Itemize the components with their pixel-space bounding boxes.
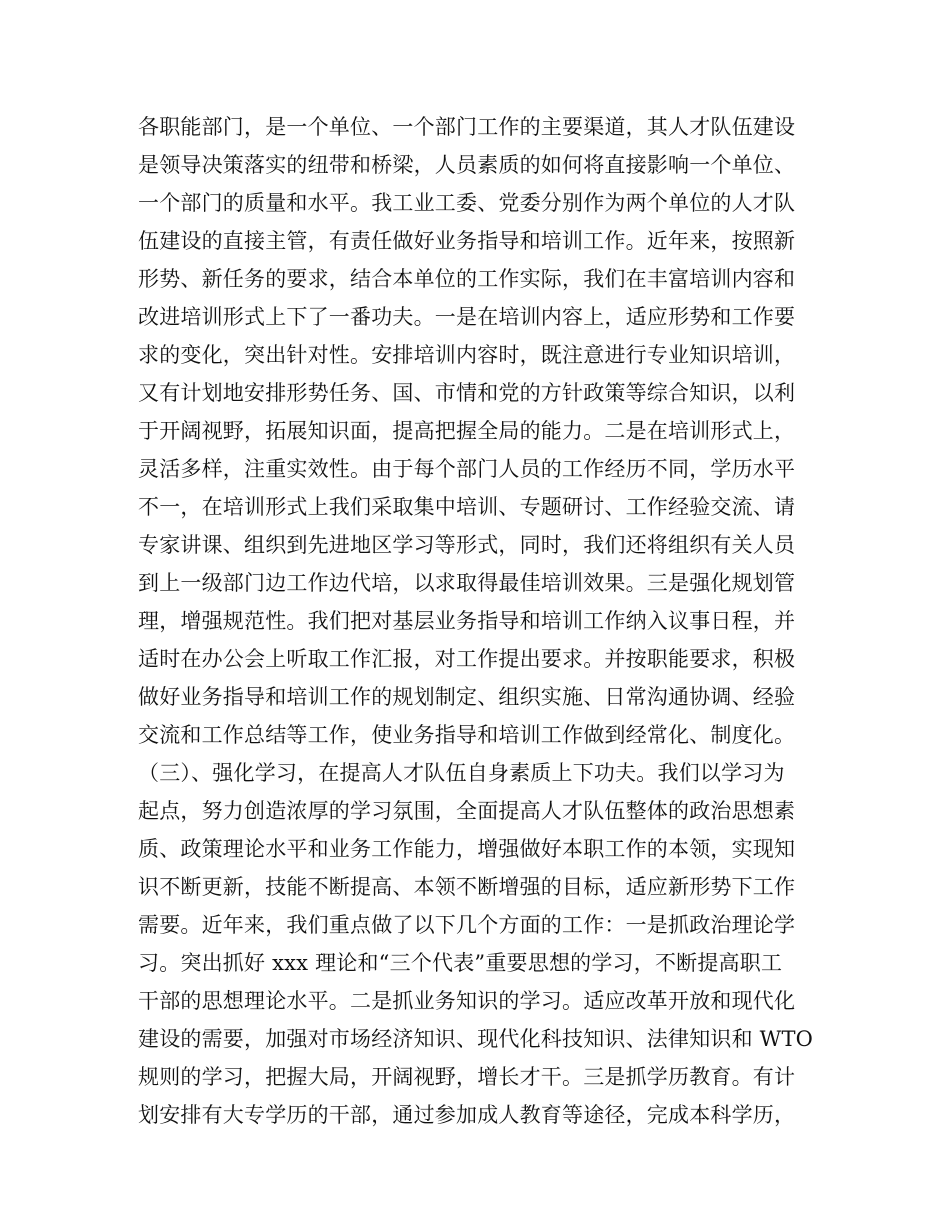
text-line: 于开阔视野，拓展知识面，提高把握全局的能力。二是在培训形式上， xyxy=(138,419,796,443)
text-line: 是领导决策落实的纽带和桥梁，人员素质的如何将直接影响一个单位、 xyxy=(138,153,796,177)
text-line: 起点，努力创造浓厚的学习氛围，全面提高人才队伍整体的政治思想素 xyxy=(138,799,796,823)
text-line: 习。突出抓好 xxx 理论和“三个代表”重要思想的学习，不断提高职工 xyxy=(138,951,783,975)
body-text xyxy=(138,108,828,1134)
text-line: 伍建设的直接主管，有责任做好业务指导和培训工作。近年来，按照新 xyxy=(138,229,796,253)
text-line: 做好业务指导和培训工作的规划制定、组织实施、日常沟通协调、经验 xyxy=(138,685,796,709)
text-line: 灵活多样，注重实效性。由于每个部门人员的工作经历不同，学历水平 xyxy=(138,457,796,481)
text-line: 识不断更新，技能不断提高、本领不断增强的目标，适应新形势下工作 xyxy=(138,875,796,899)
text-line: 干部的思想理论水平。二是抓业务知识的学习。适应改革开放和现代化 xyxy=(138,989,796,1013)
section-heading-line: （三）、强化学习，在提高人才队伍自身素质上下功夫。我们以学习为 xyxy=(138,761,785,785)
text-line: 各职能部门，是一个单位、一个部门工作的主要渠道，其人才队伍建设 xyxy=(138,115,796,139)
text-line: 质、政策理论水平和业务工作能力，增强做好本职工作的本领，实现知 xyxy=(138,837,796,861)
text-line: 专家讲课、组织到先进地区学习等形式，同时，我们还将组织有关人员 xyxy=(138,533,796,557)
text-line: 又有计划地安排形势任务、国、市情和党的方针政策等综合知识，以利 xyxy=(138,381,796,405)
text-line: 求的变化，突出针对性。安排培训内容时，既注意进行专业知识培训， xyxy=(138,343,796,367)
text-line: 规则的学习，把握大局，开阔视野，增长才干。三是抓学历教育。有计 xyxy=(138,1065,796,1089)
text-line: 划安排有大专学历的干部，通过参加成人教育等途径，完成本科学历， xyxy=(138,1103,796,1127)
text-line: 形势、新任务的要求，结合本单位的工作实际，我们在丰富培训内容和 xyxy=(138,267,796,291)
text-line: 不一，在培训形式上我们采取集中培训、专题研讨、工作经验交流、请 xyxy=(138,495,796,519)
text-line: 理，增强规范性。我们把对基层业务指导和培训工作纳入议事日程，并 xyxy=(138,609,796,633)
text-line: 建设的需要，加强对市场经济知识、现代化科技知识、法律知识和 WTO xyxy=(138,1027,814,1051)
text-line: 适时在办公会上听取工作汇报，对工作提出要求。并按职能要求，积极 xyxy=(138,647,796,671)
text-line: 交流和工作总结等工作，使业务指导和培训工作做到经常化、制度化。 xyxy=(138,723,796,747)
text-line: 改进培训形式上下了一番功夫。一是在培训内容上，适应形势和工作要 xyxy=(138,305,796,329)
text-line: 一个部门的质量和水平。我工业工委、党委分别作为两个单位的人才队 xyxy=(138,191,796,215)
text-line: 到上一级部门边工作边代培，以求取得最佳培训效果。三是强化规划管 xyxy=(138,571,796,595)
text-line: 需要。近年来，我们重点做了以下几个方面的工作：一是抓政治理论学 xyxy=(138,913,796,937)
